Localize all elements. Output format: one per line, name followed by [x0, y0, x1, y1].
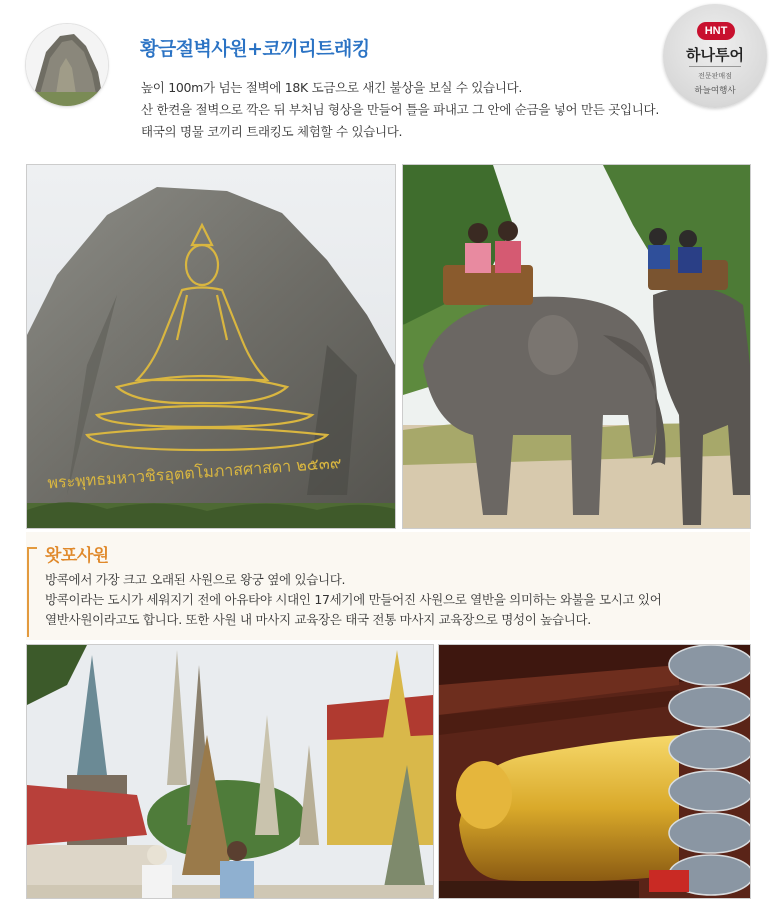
- logo-hnt-badge: HNT: [697, 22, 735, 40]
- section2-line-1: 방콕에서 가장 크고 오래된 사원으로 왕궁 옆에 있습니다.: [45, 572, 346, 587]
- golden-buddha-cliff-photo: [26, 164, 396, 529]
- cliff-thumbnail: [26, 24, 108, 106]
- section1-line-2: 산 한켠을 절벽으로 깍은 뒤 부처님 형상을 만들어 틀을 파내고 그 안에 순금을 넣어 만든 곳입니다.: [141, 102, 660, 117]
- section2-line-2: 방콕이라는 도시가 세워지기 전에 아유타야 시대인 17세기에 만들어진 사원으로 열반을 의미하는 와불을 모시고 있어: [45, 592, 662, 607]
- logo-agency-name: 하늘여행사: [694, 86, 736, 96]
- section1-line-3: 태국의 명물 코끼리 트래킹도 체험할 수 있습니다.: [141, 124, 403, 139]
- section2-description: [45, 570, 745, 630]
- logo-brand-name: 하나투어: [686, 46, 744, 64]
- section2-line-3: 열반사원이라고도 합니다. 또한 사원 내 마사지 교육장은 태국 전통 마사지 교육장으로 명성이 높습니다.: [45, 612, 591, 627]
- section1-description: [141, 77, 681, 143]
- reclining-buddha-photo: [438, 644, 751, 899]
- logo-divider: [689, 66, 741, 67]
- section2-bracket: [27, 547, 37, 637]
- section2-title: 왓포사원: [45, 546, 109, 566]
- elephant-trekking-photo: [402, 164, 751, 529]
- logo-subtitle: 전문판매점: [698, 72, 732, 80]
- section1-title: 황금절벽사원+코끼리트래킹: [140, 38, 370, 60]
- section1-line-1: 높이 100m가 넘는 절벽에 18K 도금으로 새긴 불상을 보실 수 있습니다.: [141, 80, 523, 95]
- hanatour-logo: [663, 4, 767, 108]
- cliff-inscription: พระพุทธมหาวชิรอุตตโมภาสศาสดา ๒๕๓๙: [46, 452, 343, 493]
- wat-pho-stupas-photo: [26, 644, 434, 899]
